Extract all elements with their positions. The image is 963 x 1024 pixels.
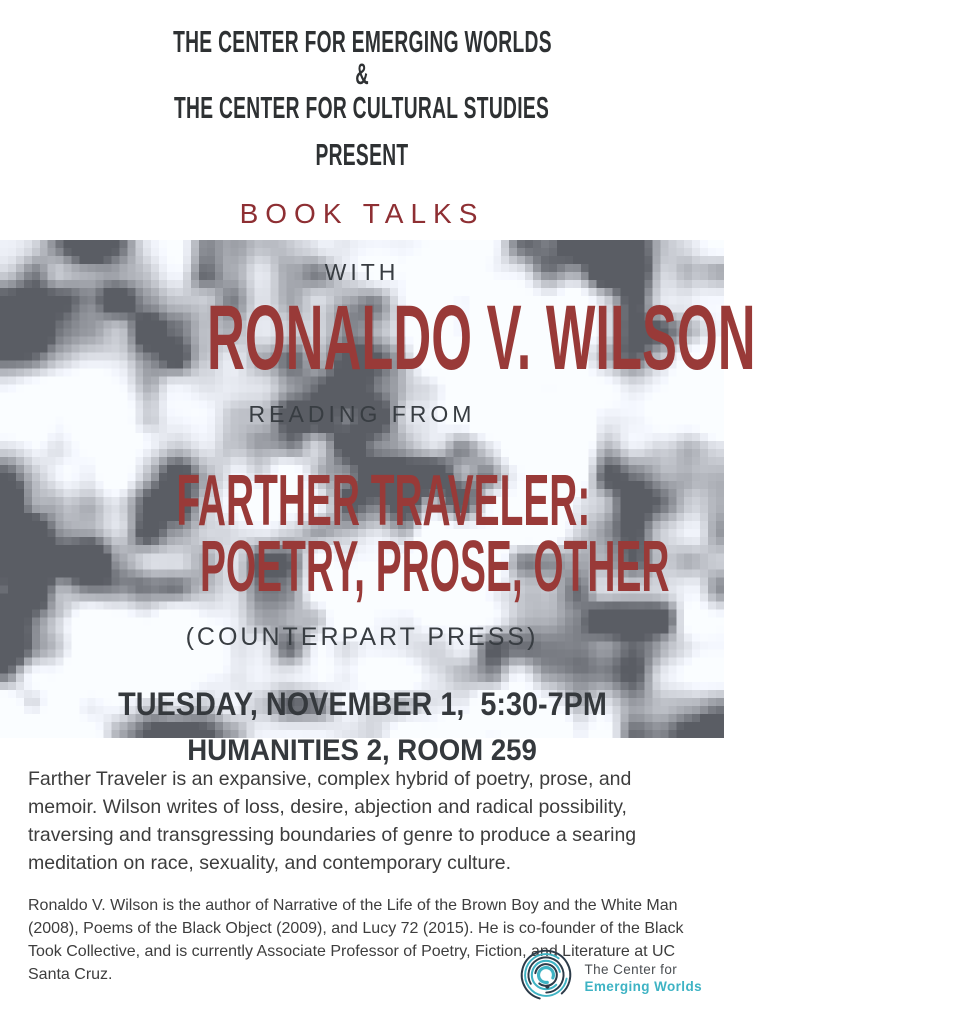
logo-text [584, 961, 702, 995]
book-title-1-text: FARTHER TRAVELER: [176, 461, 591, 541]
book-description-paragraph: Farther Traveler is an expansive, complex hybrid of poetry, prose, and memoir. Wilson writes of loss, desire, abjection and radical possibility, traversing and transgressing boundaries of genre to produce a searing meditation on race, sexuality, and contemporary culture. [28, 768, 637, 874]
hero-section [0, 240, 756, 767]
publisher-label: (COUNTERPART PRESS) [185, 623, 539, 651]
book-title [0, 461, 724, 607]
with-label: WITH [324, 259, 400, 285]
author-name [0, 287, 756, 389]
presenter-1-text: THE CENTER FOR EMERGING WORLDS [172, 24, 552, 59]
event-location-text: HUMANITIES 2, ROOM 259 [187, 734, 537, 767]
event-location [0, 734, 724, 768]
concentric-spiral-icon [518, 947, 574, 1008]
ampersand-text: & [355, 58, 369, 91]
description-section [0, 738, 724, 1024]
hero-content [0, 240, 756, 768]
center-for-emerging-worlds-logo [518, 947, 702, 1008]
reading-from-label: READING FROM [248, 401, 476, 427]
event-datetime [0, 686, 724, 722]
book-title-2-text: POETRY, PROSE, OTHER [199, 527, 670, 607]
presenter-line-2 [0, 90, 724, 126]
present-text: PRESENT [315, 137, 409, 172]
poster-header [0, 0, 724, 240]
presenter-2-text: THE CENTER FOR CULTURAL STUDIES [174, 90, 550, 125]
logo-line-1: The Center for [584, 961, 678, 977]
presenter-line-1 [0, 24, 724, 60]
logo-line-2: Emerging Worlds [584, 978, 702, 994]
author-name-text: RONALDO V. WILSON [206, 287, 756, 389]
author-bio-paragraph: Ronaldo V. Wilson is the author of Narrative of the Life of the Brown Boy and the White Man (2008), Poems of the Black Object (2009), and Lucy 72 (2015). He is co-founder of the Black Took Collective, and is currently Associate Professor of Poetry, Fiction, and Literature at UC Santa Cruz. [28, 897, 684, 983]
event-datetime-text: TUESDAY, NOVEMBER 1, 5:30-7PM [117, 686, 607, 722]
present-label [0, 136, 724, 174]
book-title-line-2 [0, 527, 724, 607]
series-title: BOOK TALKS [239, 198, 485, 229]
book-title-line-1 [0, 461, 724, 541]
ampersand [0, 60, 724, 90]
